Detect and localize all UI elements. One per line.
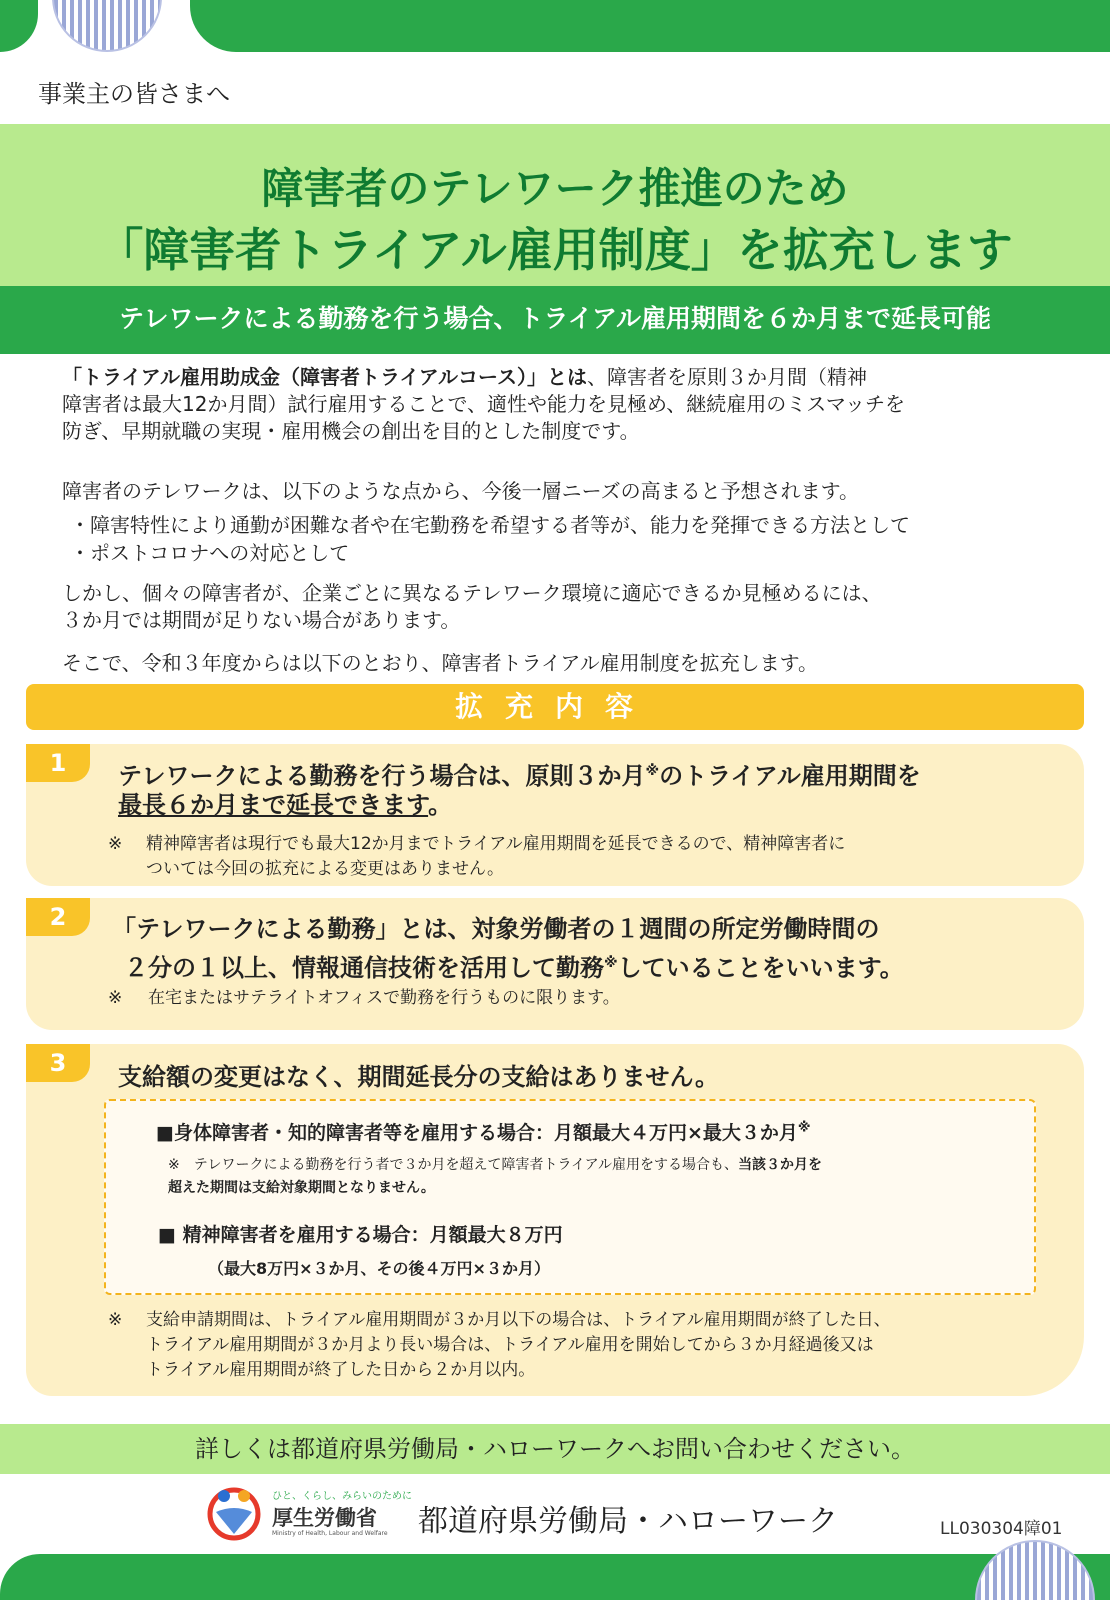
intro-paragraph-3: しかし、個々の障害者が、企業ごとに異なるテレワーク環境に適応できるか見極めるには、 ３か月では期間が足りない場合があります。 [62, 581, 882, 632]
payment-line-mental-detail: （最大8万円×３か月、その後４万円×３か月） [208, 1259, 550, 1278]
item-2-note: 在宅またはサテライトオフィスで勤務を行うものに限ります。 [148, 988, 620, 1008]
extension-emphasis: 最長６か月まで延長できます [118, 791, 429, 819]
logo-tagline: ひと、くらし、みらいのために [272, 1491, 412, 1502]
logo-name: 厚生労働省 [272, 1506, 377, 1530]
contact-band: 詳しくは都道府県労働局・ハローワークへお問い合わせください。 [0, 1424, 1110, 1474]
subtitle: テレワークによる勤務を行う場合、トライアル雇用期間を６か月まで延長可能 [118, 304, 991, 333]
document-code: LL030304障01 [940, 1519, 1063, 1539]
title-line-2: 「障害者トライアル雇用制度」を拡充します [97, 223, 1013, 277]
bullet-1: ・障害特性により通勤が困難な者や在宅勤務を希望する者等が、能力を発揮できる方法として [70, 513, 910, 537]
intro-p1-line-3: 防ぎ、早期就職の実現・雇用機会の創出を目的とした制度です。 [62, 419, 640, 443]
item-1-note: 精神障害者は現行でも最大12か月までトライアル雇用期間を延長できるので、精神障害者に ついては今回の拡充による変更はありません。 [146, 834, 846, 879]
item-3-note: 支給申請期間は、トライアル雇用期間が３か月以下の場合は、トライアル雇用期間が終了した日、 トライアル雇用期間が３か月より長い場合は、トライアル雇用を開始してから３か月経過後又は トライアル雇用期間が終了した日から２か月以内。 [146, 1310, 891, 1380]
item-3-heading: 支給額の変更はなく、期間延長分の支給はありません。 [118, 1063, 719, 1091]
intro-paragraph-2: 障害者のテレワークは、以下のような点から、今後一層ニーズの高まると予想されます。 [62, 479, 859, 503]
payment-line-physical: ■身体障害者・知的障害者等を雇用する場合：月額最大４万円×最大３か月※ [156, 1120, 811, 1144]
bottom-green-band [0, 1554, 1110, 1600]
intro-paragraph-4: そこで、令和３年度からは以下のとおり、障害者トライアル雇用制度を拡充します。 [62, 651, 818, 675]
item-number-3: 3 [26, 1044, 90, 1082]
program-name: 「トライアル雇用助成金（障害者トライアルコース）」とは [62, 365, 587, 389]
item-2-heading-line-2: ２分の１以上、情報通信技術を活用して勤務※していることをいいます。 [124, 954, 904, 982]
payment-line-mental: ■ 精神障害者を雇用する場合：月額最大８万円 [158, 1224, 563, 1246]
item-1-heading-line-1: テレワークによる勤務を行う場合は、原則３か月※のトライアル雇用期間を [118, 762, 921, 790]
addressee: 事業主の皆さまへ [38, 80, 230, 108]
intro-p1-line-2: 障害者は最大12か月間）試行雇用することで、適性や能力を見極め、継続雇用のミスマッチを [62, 392, 906, 416]
item-number-2: 2 [26, 898, 90, 936]
intro-p1-line-1: 「トライアル雇用助成金（障害者トライアルコース）」とは、障害者を原則３か月間（精神 [62, 365, 867, 389]
bureau-name: 都道府県労働局・ハローワーク [418, 1504, 838, 1539]
ministry-logo-icon [206, 1484, 262, 1542]
item-1-heading-line-2: 最長６か月まで延長できます。 [118, 791, 453, 819]
intro-paragraph-1 [62, 364, 1062, 445]
item-2-note-mark: ※ [108, 988, 123, 1008]
item-1-note-mark: ※ [108, 834, 123, 854]
item-3-note-mark: ※ [108, 1310, 123, 1330]
logo-english: Ministry of Health, Labour and Welfare [272, 1530, 388, 1537]
title-line-1: 障害者のテレワーク推進のため [261, 164, 849, 213]
payment-box-note: ※ テレワークによる勤務を行う者で３か月を超えて障害者トライアル雇用をする場合も、当該３か月を 超えた期間は支給対象期間となりません。 [168, 1157, 823, 1196]
item-number-1: 1 [26, 744, 90, 782]
item-2-heading-line-1: 「テレワークによる勤務」とは、対象労働者の１週間の所定労働時間の [112, 915, 880, 943]
top-green-band [190, 0, 1110, 52]
bullet-2: ・ポストコロナへの対応として [70, 541, 350, 565]
striped-circle-decoration-bottom [975, 1540, 1095, 1600]
expansion-header: 拡充内容 [26, 684, 1084, 730]
